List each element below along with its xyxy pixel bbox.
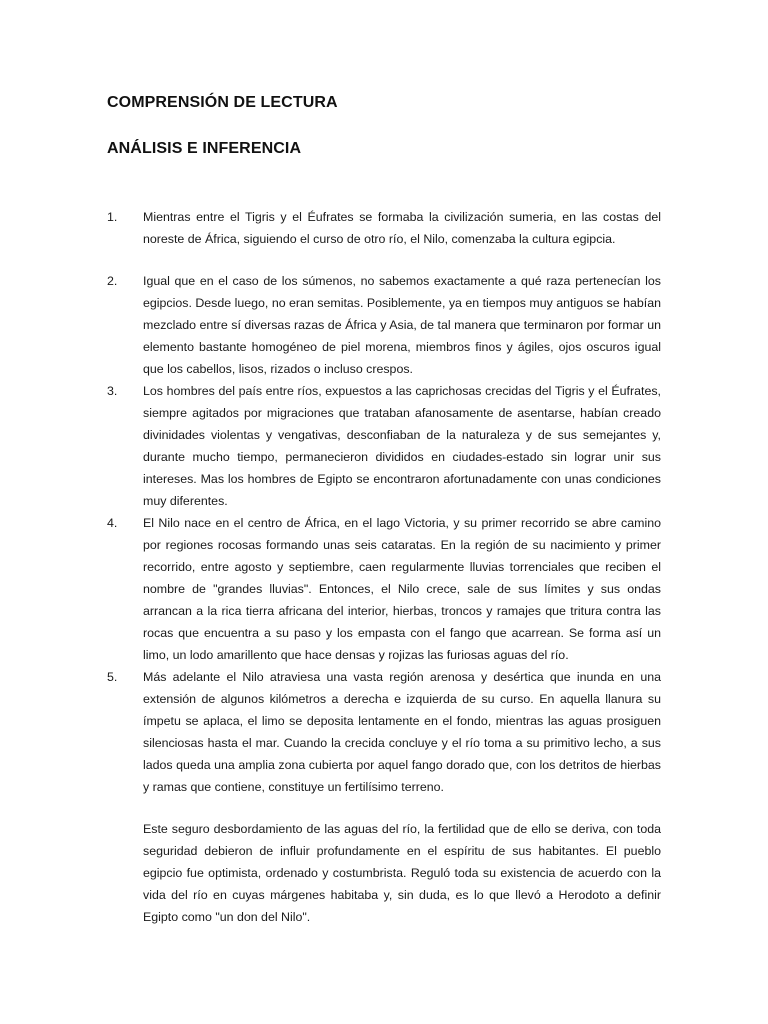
- item-number: 1.: [107, 210, 118, 224]
- document-subtitle: ANÁLISIS E INFERENCIA: [107, 140, 302, 157]
- item-text: Mientras entre el Tigris y el Éufrates se formaba la civilización sumeria, en las costas del noreste de África, siguiendo el curso de otro río, el Nilo, comenzaba la cultura egipcia.: [143, 210, 661, 246]
- list-item: [107, 206, 661, 250]
- reading-list: [107, 206, 661, 928]
- item-number: 2.: [107, 274, 118, 288]
- list-item: [107, 666, 661, 928]
- item-number: 5.: [107, 670, 118, 684]
- document-title: COMPRENSIÓN DE LECTURA: [107, 94, 338, 111]
- item-number: 3.: [107, 384, 118, 398]
- list-item: [107, 270, 661, 380]
- list-item: [107, 380, 661, 512]
- item-continuation-paragraph: Este seguro desbordamiento de las aguas del río, la fertilidad que de ello se deriva, con toda seguridad debieron de influir profundamente en el espíritu de sus habitantes. El pueblo egipcio fue optimista, ordenado y costumbrista. Reguló toda su existencia de acuerdo con la vida del río en cuyas márgenes habitaba y, sin duda, es lo que llevó a Herodoto a definir Egipto como "un don del Nilo".: [143, 822, 661, 924]
- item-text: El Nilo nace en el centro de África, en el lago Victoria, y su primer recorrido se abre camino por regiones rocosas formando unas seis cataratas. En la región de su nacimiento y primer recorrido, entre agosto y septiembre, caen regularmente lluvias torrenciales que reciben el nombre de "grandes lluvias". Entonces, el Nilo crece, sale de sus límites y sus ondas arrancan a la rica tierra africana del interior, hierbas, troncos y ramajes que tritura contra las rocas que encuentra a su paso y los empasta con el fango que acarrean. Se forma así un limo, un lodo amarillento que hace densas y rojizas las furiosas aguas del río.: [143, 516, 661, 662]
- list-item: [107, 512, 661, 666]
- item-text: Los hombres del país entre ríos, expuestos a las caprichosas crecidas del Tigris y el Éufrates, siempre agitados por migraciones que trataban afanosamente de asentarse, habían creado divinidades violentas y vengativas, desconfiaban de la naturaleza y de sus semejantes y, durante mucho tiempo, permanecieron divididos en ciudades-estado sin lograr unir sus intereses. Mas los hombres de Egipto se encontraron afortunadamente con unas condiciones muy diferentes.: [143, 384, 661, 508]
- item-number: 4.: [107, 516, 118, 530]
- item-text: Más adelante el Nilo atraviesa una vasta región arenosa y desértica que inunda en una extensión de algunos kilómetros a derecha e izquierda de su curso. En aquella llanura su ímpetu se aplaca, el limo se deposita lentamente en el fondo, mientras las aguas prosiguen silenciosas hasta el mar. Cuando la crecida concluye y el río toma a su primitivo lecho, a sus lados queda una amplia zona cubierta por aquel fango dorado que, con los detritos de hierbas y ramas que contiene, constituye un fertilísimo terreno.: [143, 670, 661, 794]
- item-text: Igual que en el caso de los súmenos, no sabemos exactamente a qué raza pertenecían los egipcios. Desde luego, no eran semitas. Posiblemente, ya en tiempos muy antiguos se habían mezclado entre sí diversas razas de África y Asia, de tal manera que terminaron por formar un elemento bastante homogéneo de piel morena, miembros finos y ágiles, ojos oscuros igual que los cabellos, lisos, rizados o incluso crespos.: [143, 274, 661, 376]
